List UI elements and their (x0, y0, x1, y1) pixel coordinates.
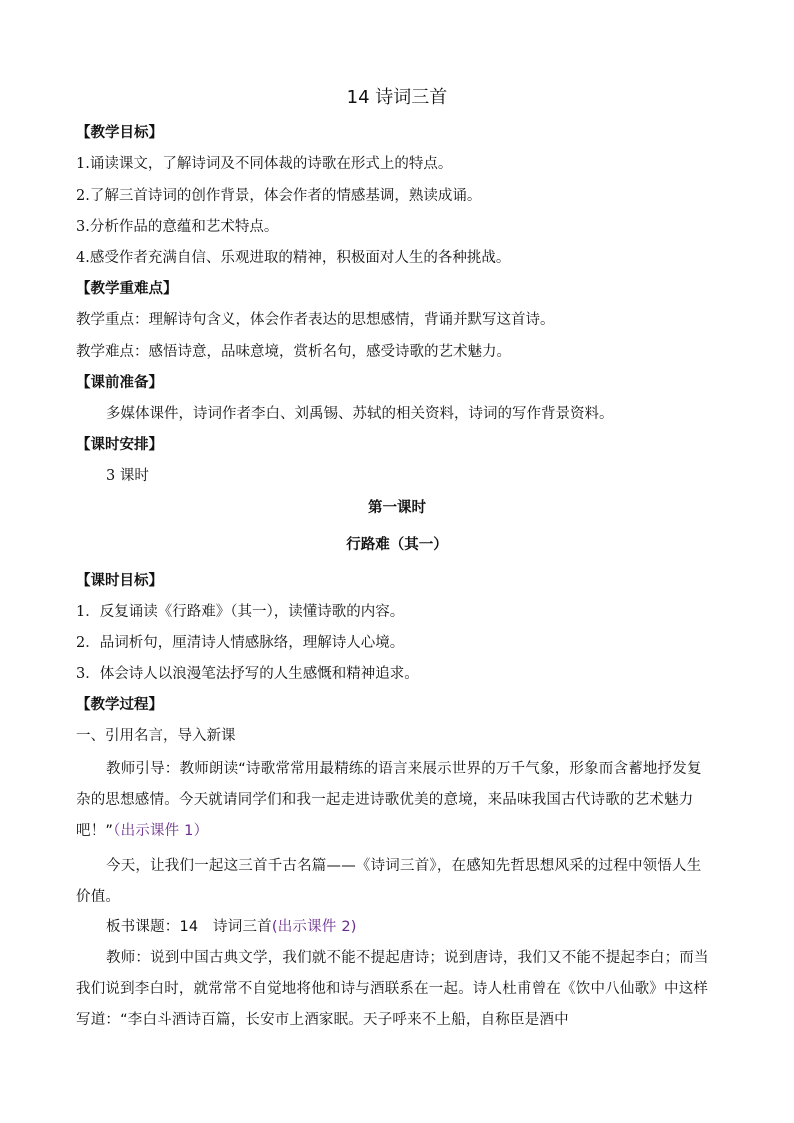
process-step-heading: 一、引用名言，导入新课 (76, 728, 236, 744)
lesson-label: 第一课时 (368, 499, 426, 516)
teaching-goal-item: 1.诵读课文，了解诗词及不同体裁的诗歌在形式上的特点。 (76, 156, 453, 172)
teaching-goals-heading: 【教学目标】 (76, 124, 163, 141)
schedule-heading: 【课时安排】 (76, 436, 163, 453)
intro-paragraph-text: 教师引导：教师朗读“诗歌常常用最精练的语言来展示世界的万千气象，形象而含蓄地抒发复杂的思想感情。今天就请同学们和我一起走进诗歌优美的意境，来品味我国古代诗歌的艺术魅力吧！” (76, 761, 702, 839)
key-point-item: 教学重点：理解诗句含义，体会作者表达的思想感情，背诵并默写这首诗。 (76, 312, 555, 328)
teaching-goal-item: 4.感受作者充满自信、乐观进取的精神，积极面对人生的各种挑战。 (76, 250, 511, 266)
intro-paragraph (76, 754, 716, 847)
key-point-item: 教学难点：感悟诗意，品味意境，赏析名句，感受诗歌的艺术魅力。 (76, 344, 511, 360)
slide-reference: (出示课件 2) (271, 919, 357, 935)
lesson-goals-heading: 【课时目标】 (76, 572, 163, 589)
board-title-paragraph (76, 912, 716, 943)
prep-heading: 【课前准备】 (76, 374, 163, 391)
lesson-goal-item: 3．体会诗人以浪漫笔法抒写的人生感慨和精神追求。 (76, 666, 419, 682)
process-heading: 【教学过程】 (76, 696, 163, 713)
poem-title: 行路难（其一） (346, 536, 448, 553)
lead-in-paragraph: 今天，让我们一起这三首千古名篇——《诗词三首》，在感知先哲思想风采的过程中领悟人生价值。 (76, 858, 702, 905)
teaching-goal-item: 3.分析作品的意蕴和艺术特点。 (76, 219, 279, 235)
teacher-paragraph: 教师：说到中国古典文学，我们就不能不提起唐诗；说到唐诗，我们又不能不提起李白；而当我们说到李白时，就常常不自觉地将他和诗与酒联系在一起。诗人杜甫曾在《饮中八仙歌》中这样写道：“李白斗酒诗百篇，长安市上酒家眠。天子呼来不上船，自称臣是酒中 (76, 950, 709, 1028)
schedule-text: 3 课时 (106, 468, 149, 484)
prep-text: 多媒体课件，诗词作者李白、刘禹锡、苏轼的相关资料，诗词的写作背景资料。 (106, 406, 614, 422)
slide-reference: （出示课件 1） (113, 823, 209, 839)
page-title: 14 诗词三首 (346, 87, 448, 108)
key-points-heading: 【教学重难点】 (76, 280, 178, 297)
teaching-goal-item: 2.了解三首诗词的创作背景，体会作者的情感基调，熟读成诵。 (76, 188, 482, 204)
lesson-goal-item: 2．品词析句，厘清诗人情感脉络，理解诗人心境。 (76, 635, 405, 651)
lesson-goal-item: 1．反复诵读《行路难》（其一），读懂诗歌的内容。 (76, 604, 405, 620)
board-title-text: 板书课题：14 诗词三首 (106, 919, 272, 935)
